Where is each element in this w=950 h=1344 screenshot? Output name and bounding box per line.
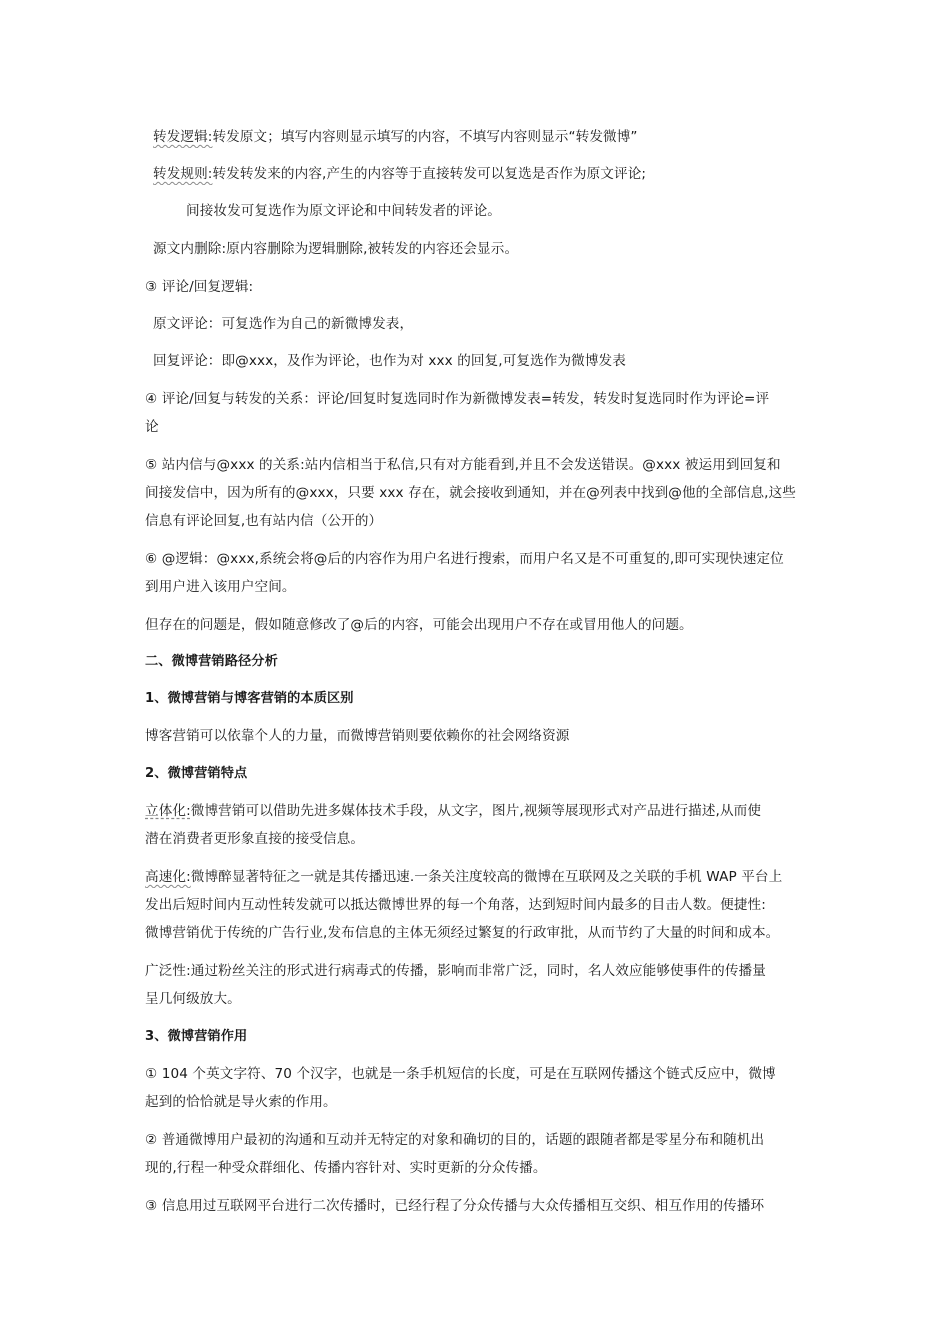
text-line: 信息有评论回复,也有站内信（公开的）: [145, 513, 383, 529]
section-heading: 二、微博营销路径分析: [145, 654, 278, 669]
text-line: ② 普通微博用户最初的沟通和互动并无特定的对象和确切的目的，话题的跟随者都是零星分布和随机出: [145, 1132, 765, 1148]
text-line: 到用户进入该用户空间。: [145, 579, 296, 595]
text-line: ⑤ 站内信与@xxx 的关系:站内信相当于私信,只有对方能看到,并且不会发送错误。@xxx 被运用到回复和: [145, 457, 781, 473]
text-line: ⑥ @逻辑：@xxx,系统会将@后的内容作为用户名进行搜索，而用户名又是不可重复的,即可实现快速定位: [145, 551, 784, 567]
term-label: 转发规则:: [153, 166, 213, 182]
term-label: 立体化:: [145, 803, 191, 819]
text-line: 立体化:微博营销可以借助先进多媒体技术手段，从文字，图片,视频等展现形式对产品进行描述,从而使: [145, 803, 762, 819]
text-line: 发出后短时间内互动性转发就可以抵达微博世界的每一个角落，达到短时间内最多的目击人数。便捷性:: [145, 897, 766, 913]
subsection-heading: 2、微博营销特点: [145, 766, 248, 781]
text-line: ④ 评论/回复与转发的关系：评论/回复时复选同时作为新微博发表=转发，转发时复选同时作为评论=评: [145, 391, 770, 407]
text-line: 回复评论：即@xxx，及作为评论，也作为对 xxx 的回复,可复选作为微博发表: [153, 353, 626, 369]
term-label: 转发逻辑:: [153, 129, 213, 145]
text-line: 起到的恰恰就是导火索的作用。: [145, 1094, 337, 1110]
text-line: 但存在的问题是，假如随意修改了@后的内容，可能会出现用户不存在或冒用他人的问题。: [145, 617, 693, 633]
subsection-heading: 1、微博营销与博客营销的本质区别: [145, 691, 354, 706]
text-line: 博客营销可以依靠个人的力量，而微博营销则要依赖你的社会网络资源: [145, 728, 570, 744]
text-line: 论: [145, 419, 159, 435]
term-label: 高速化:: [145, 869, 191, 885]
text-line: 广泛性:通过粉丝关注的形式进行病毒式的传播，影响而非常广泛，同时，名人效应能够使事件的传播量: [145, 963, 766, 979]
text-line: 源文内删除:原内容删除为逻辑删除,被转发的内容还会显示。: [153, 241, 519, 257]
text-line: 间接发信中，因为所有的@xxx，只要 xxx 存在，就会接收到通知，并在@列表中找到@他的全部信息,这些: [145, 485, 796, 501]
list-heading: ③ 评论/回复逻辑:: [145, 279, 254, 295]
text-line: 原文评论：可复选作为自己的新微博发表，: [153, 316, 414, 332]
subsection-heading: 3、微博营销作用: [145, 1029, 248, 1044]
text-line: 微博营销优于传统的广告行业,发布信息的主体无须经过繁复的行政审批，从而节约了大量的时间和成本。: [145, 925, 780, 941]
text-line: 转发规则:转发转发来的内容,产生的内容等于直接转发可以复选是否作为原文评论;: [153, 166, 647, 182]
text-line: 现的,行程一种受众群细化、传播内容针对、实时更新的分众传播。: [145, 1160, 547, 1176]
text-line: 潜在消费者更形象直接的接受信息。: [145, 831, 365, 847]
text-line: 间接妆发可复选作为原文评论和中间转发者的评论。: [186, 203, 501, 219]
text-line: 高速化:微博醉显著特征之一就是其传播迅速.一条关注度较高的微博在互联网及之关联的手机 WAP 平台上: [145, 869, 783, 885]
text-line: 转发逻辑:转发原文；填写内容则显示填写的内容，不填写内容则显示“转发微博”: [153, 129, 638, 145]
text-line: ① 104 个英文字符、70 个汉字，也就是一条手机短信的长度，可是在互联网传播这个链式反应中，微博: [145, 1066, 776, 1082]
text-line: ③ 信息用过互联网平台进行二次传播时，已经行程了分众传播与大众传播相互交织、相互作用的传播环: [145, 1198, 765, 1214]
text-line: 呈几何级放大。: [145, 991, 241, 1007]
